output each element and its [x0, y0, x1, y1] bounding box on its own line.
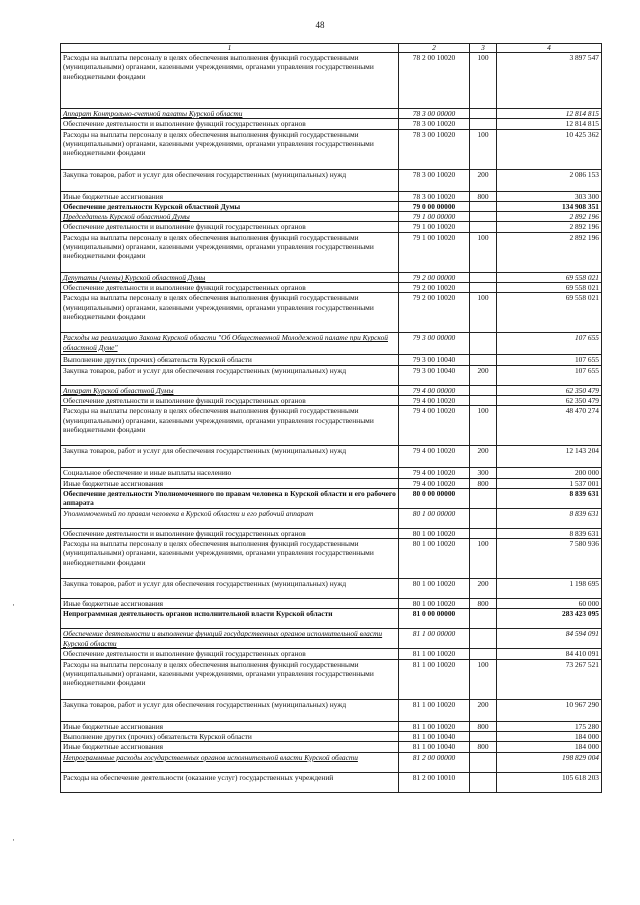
row-code-cell: 81 1 00 10020 — [399, 699, 470, 721]
table-body — [61, 53, 602, 793]
header-col-3: 3 — [470, 44, 497, 53]
row-name-cell: Закупка товаров, работ и услуг для обеспечения государственных (муниципальных) нужд — [61, 579, 399, 599]
table-row — [61, 599, 602, 609]
table-row — [61, 508, 602, 528]
table-row — [61, 659, 602, 699]
row-sum-cell: 84 594 091 — [497, 629, 602, 649]
row-code-cell: 81 1 00 10020 — [399, 649, 470, 659]
row-name-cell: Обеспечение деятельности Уполномоченного по правам человека в Курской области и его рабочего аппарата — [61, 488, 399, 508]
row-name-cell: Закупка товаров, работ и услуг для обеспечения государственных (муниципальных) нужд — [61, 446, 399, 468]
header-col-1: 1 — [61, 44, 399, 53]
row-vr-cell: 200 — [470, 579, 497, 599]
header-col-4: 4 — [497, 44, 602, 53]
row-code-cell: 78 2 00 10020 — [399, 53, 470, 109]
table-row — [61, 365, 602, 385]
row-sum-cell: 84 410 091 — [497, 649, 602, 659]
row-vr-cell — [470, 772, 497, 792]
row-code-cell: 79 4 00 00000 — [399, 385, 470, 395]
row-name-cell: Иные бюджетные ассигнования — [61, 742, 399, 752]
row-vr-cell: 100 — [470, 232, 497, 272]
row-vr-cell — [470, 109, 497, 119]
row-code-cell: 79 4 00 10020 — [399, 468, 470, 478]
row-sum-cell: 105 618 203 — [497, 772, 602, 792]
row-vr-cell — [470, 732, 497, 742]
row-vr-cell: 800 — [470, 742, 497, 752]
table-row — [61, 488, 602, 508]
row-name-cell: Расходы на выплаты персоналу в целях обеспечения выполнения функций государственными (муниципальными) органами, казенными учреждениями, органами управления государственными внебюджетными фондами — [61, 406, 399, 446]
table-row — [61, 478, 602, 488]
row-sum-cell: 73 267 521 — [497, 659, 602, 699]
row-vr-cell — [470, 508, 497, 528]
row-code-cell: 80 1 00 10020 — [399, 528, 470, 538]
row-name-cell: Непрограммные расходы государственных органов исполнительной власти Курской области — [61, 752, 399, 772]
table-row — [61, 752, 602, 772]
table-row — [61, 699, 602, 721]
row-name-cell: Аппарат Курской областной Думы — [61, 385, 399, 395]
row-sum-cell: 12 814 815 — [497, 119, 602, 129]
row-vr-cell — [470, 752, 497, 772]
row-code-cell: 81 1 00 10020 — [399, 721, 470, 731]
row-vr-cell: 100 — [470, 539, 497, 579]
row-code-cell: 81 1 00 10020 — [399, 659, 470, 699]
row-sum-cell: 107 655 — [497, 333, 602, 355]
row-sum-cell: 2 892 196 — [497, 222, 602, 232]
header-col-2: 2 — [399, 44, 470, 53]
row-sum-cell: 134 908 351 — [497, 201, 602, 211]
table-row — [61, 333, 602, 355]
table-row — [61, 222, 602, 232]
row-code-cell: 79 4 00 10020 — [399, 395, 470, 405]
row-vr-cell: 200 — [470, 446, 497, 468]
row-sum-cell: 2 086 153 — [497, 169, 602, 191]
row-code-cell: 79 3 00 00000 — [399, 333, 470, 355]
row-vr-cell — [470, 119, 497, 129]
row-code-cell: 78 3 00 10020 — [399, 191, 470, 201]
row-code-cell: 79 3 00 10040 — [399, 355, 470, 365]
table-row — [61, 649, 602, 659]
row-code-cell: 80 1 00 10020 — [399, 579, 470, 599]
row-name-cell: Расходы на обеспечение деятельности (оказание услуг) государственных учреждений — [61, 772, 399, 792]
row-vr-cell: 800 — [470, 191, 497, 201]
table-row — [61, 119, 602, 129]
row-code-cell: 79 2 00 00000 — [399, 272, 470, 282]
table-row — [61, 272, 602, 282]
row-vr-cell: 800 — [470, 721, 497, 731]
table-row — [61, 579, 602, 599]
table-row — [61, 293, 602, 333]
table-header-row — [61, 44, 602, 53]
row-sum-cell: 107 655 — [497, 355, 602, 365]
row-sum-cell: 69 558 021 — [497, 272, 602, 282]
row-code-cell: 80 1 00 10020 — [399, 599, 470, 609]
row-vr-cell: 300 — [470, 468, 497, 478]
row-sum-cell: 198 829 004 — [497, 752, 602, 772]
row-name-cell: Обеспечение деятельности и выполнение функций государственных органов — [61, 528, 399, 538]
row-vr-cell — [470, 385, 497, 395]
table-row — [61, 539, 602, 579]
row-vr-cell — [470, 333, 497, 355]
row-name-cell: Расходы на выплаты персоналу в целях обеспечения выполнения функций государственными (муниципальными) органами, казенными учреждениями, органами управления государственными внебюджетными фондами — [61, 232, 399, 272]
row-code-cell: 80 1 00 10020 — [399, 539, 470, 579]
row-code-cell: 78 3 00 00000 — [399, 109, 470, 119]
row-sum-cell: 62 350 479 — [497, 395, 602, 405]
row-code-cell: 81 0 00 00000 — [399, 609, 470, 629]
row-name-cell: Непрограммная деятельность органов исполнительной власти Курской области — [61, 609, 399, 629]
row-sum-cell: 184 000 — [497, 732, 602, 742]
row-code-cell: 80 1 00 00000 — [399, 508, 470, 528]
row-code-cell: 80 0 00 00000 — [399, 488, 470, 508]
row-sum-cell: 1 537 001 — [497, 478, 602, 488]
row-code-cell: 79 4 00 10020 — [399, 478, 470, 488]
row-code-cell: 78 3 00 10020 — [399, 129, 470, 169]
row-vr-cell: 200 — [470, 169, 497, 191]
row-vr-cell — [470, 649, 497, 659]
row-name-cell: Обеспечение деятельности и выполнение функций государственных органов — [61, 222, 399, 232]
row-name-cell: Обеспечение деятельности и выполнение функций государственных органов — [61, 649, 399, 659]
row-name-cell: Обеспечение деятельности и выполнение функций государственных органов — [61, 119, 399, 129]
table-row — [61, 742, 602, 752]
table-row — [61, 283, 602, 293]
table-row — [61, 629, 602, 649]
row-vr-cell: 200 — [470, 365, 497, 385]
row-vr-cell — [470, 629, 497, 649]
row-code-cell: 79 1 00 10020 — [399, 232, 470, 272]
row-sum-cell: 10 967 290 — [497, 699, 602, 721]
table-row — [61, 169, 602, 191]
row-sum-cell: 8 839 631 — [497, 528, 602, 538]
row-sum-cell: 200 000 — [497, 468, 602, 478]
table-row — [61, 395, 602, 405]
row-code-cell: 78 3 00 10020 — [399, 119, 470, 129]
row-name-cell: Социальное обеспечение и иные выплаты населению — [61, 468, 399, 478]
table-row — [61, 732, 602, 742]
row-name-cell: Расходы на выплаты персоналу в целях обеспечения выполнения функций государственными (муниципальными) органами, казенными учреждениями, органами управления государственными внебюджетными фондами — [61, 53, 399, 109]
row-name-cell: Уполномоченный по правам человека в Курской области и его рабочий аппарат — [61, 508, 399, 528]
row-vr-cell: 800 — [470, 599, 497, 609]
row-code-cell: 79 4 00 10020 — [399, 446, 470, 468]
row-name-cell: Закупка товаров, работ и услуг для обеспечения государственных (муниципальных) нужд — [61, 699, 399, 721]
row-code-cell: 79 0 00 00000 — [399, 201, 470, 211]
row-vr-cell — [470, 528, 497, 538]
row-code-cell: 79 1 00 10020 — [399, 222, 470, 232]
budget-table — [60, 43, 602, 793]
row-sum-cell: 303 300 — [497, 191, 602, 201]
row-sum-cell: 2 892 196 — [497, 212, 602, 222]
row-sum-cell: 48 470 274 — [497, 406, 602, 446]
table-row — [61, 109, 602, 119]
row-code-cell: 79 4 00 10020 — [399, 406, 470, 446]
table-row — [61, 721, 602, 731]
row-name-cell: Обеспечение деятельности Курской областной Думы — [61, 201, 399, 211]
table-row — [61, 232, 602, 272]
row-name-cell: Расходы на реализацию Закона Курской области "Об Общественной Молодежной палате при Курской областной Думе" — [61, 333, 399, 355]
row-vr-cell: 200 — [470, 699, 497, 721]
row-vr-cell — [470, 488, 497, 508]
row-sum-cell: 283 423 095 — [497, 609, 602, 629]
table-row — [61, 385, 602, 395]
row-vr-cell — [470, 222, 497, 232]
table-row — [61, 609, 602, 629]
row-name-cell: Председатель Курской областной Думы — [61, 212, 399, 222]
table-row — [61, 772, 602, 792]
row-sum-cell: 62 350 479 — [497, 385, 602, 395]
row-vr-cell: 100 — [470, 129, 497, 169]
row-vr-cell: 100 — [470, 293, 497, 333]
row-code-cell: 79 1 00 00000 — [399, 212, 470, 222]
row-name-cell: Расходы на выплаты персоналу в целях обеспечения выполнения функций государственными (муниципальными) органами, казенными учреждениями, органами управления государственными внебюджетными фондами — [61, 539, 399, 579]
row-vr-cell — [470, 283, 497, 293]
row-vr-cell — [470, 395, 497, 405]
row-sum-cell: 8 839 631 — [497, 508, 602, 528]
row-sum-cell: 12 143 204 — [497, 446, 602, 468]
row-name-cell: Закупка товаров, работ и услуг для обеспечения государственных (муниципальных) нужд — [61, 169, 399, 191]
table-row — [61, 201, 602, 211]
row-name-cell: Расходы на выплаты персоналу в целях обеспечения выполнения функций государственными (муниципальными) органами, казенными учреждениями, органами управления государственными внебюджетными фондами — [61, 129, 399, 169]
table-row — [61, 53, 602, 109]
table-row — [61, 528, 602, 538]
row-sum-cell: 107 655 — [497, 365, 602, 385]
row-sum-cell: 184 000 — [497, 742, 602, 752]
row-sum-cell: 1 198 695 — [497, 579, 602, 599]
row-sum-cell: 69 558 021 — [497, 293, 602, 333]
row-vr-cell: 100 — [470, 53, 497, 109]
row-vr-cell — [470, 609, 497, 629]
row-name-cell: Закупка товаров, работ и услуг для обеспечения государственных (муниципальных) нужд — [61, 365, 399, 385]
page-number: 48 — [315, 20, 325, 30]
margin-dot: · — [12, 600, 15, 610]
row-vr-cell: 800 — [470, 478, 497, 488]
row-name-cell: Иные бюджетные ассигнования — [61, 599, 399, 609]
row-vr-cell: 100 — [470, 406, 497, 446]
row-vr-cell — [470, 355, 497, 365]
row-name-cell: Иные бюджетные ассигнования — [61, 478, 399, 488]
row-name-cell: Депутаты (члены) Курской областной Думы — [61, 272, 399, 282]
row-sum-cell: 8 839 631 — [497, 488, 602, 508]
row-name-cell: Иные бюджетные ассигнования — [61, 721, 399, 731]
row-sum-cell: 3 897 547 — [497, 53, 602, 109]
row-sum-cell: 175 280 — [497, 721, 602, 731]
row-sum-cell: 7 580 936 — [497, 539, 602, 579]
table-row — [61, 129, 602, 169]
row-name-cell: Выполнение других (прочих) обязательств Курской области — [61, 355, 399, 365]
table-row — [61, 406, 602, 446]
row-vr-cell — [470, 212, 497, 222]
table-row — [61, 446, 602, 468]
row-name-cell: Обеспечение деятельности и выполнение функций государственных органов — [61, 283, 399, 293]
row-vr-cell — [470, 201, 497, 211]
row-name-cell: Расходы на выплаты персоналу в целях обеспечения выполнения функций государственными (муниципальными) органами, казенными учреждениями, органами управления государственными внебюджетными фондами — [61, 659, 399, 699]
row-code-cell: 79 2 00 10020 — [399, 283, 470, 293]
row-name-cell: Выполнение других (прочих) обязательств Курской области — [61, 732, 399, 742]
row-name-cell: Расходы на выплаты персоналу в целях обеспечения выполнения функций государственными (муниципальными) органами, казенными учреждениями, органами управления государственными внебюджетными фондами — [61, 293, 399, 333]
row-vr-cell — [470, 272, 497, 282]
row-code-cell: 78 3 00 10020 — [399, 169, 470, 191]
table-row — [61, 212, 602, 222]
row-code-cell: 81 2 00 10010 — [399, 772, 470, 792]
row-name-cell: Обеспечение деятельности и выполнение функций государственных органов исполнительной власти Курской области — [61, 629, 399, 649]
row-code-cell: 81 1 00 10040 — [399, 732, 470, 742]
row-code-cell: 81 1 00 10040 — [399, 742, 470, 752]
row-code-cell: 79 3 00 10040 — [399, 365, 470, 385]
row-sum-cell: 2 892 196 — [497, 232, 602, 272]
table-row — [61, 355, 602, 365]
row-name-cell: Иные бюджетные ассигнования — [61, 191, 399, 201]
row-name-cell: Обеспечение деятельности и выполнение функций государственных органов — [61, 395, 399, 405]
row-vr-cell: 100 — [470, 659, 497, 699]
row-code-cell: 81 2 00 00000 — [399, 752, 470, 772]
row-sum-cell: 12 814 815 — [497, 109, 602, 119]
row-sum-cell: 69 558 021 — [497, 283, 602, 293]
row-code-cell: 79 2 00 10020 — [399, 293, 470, 333]
row-sum-cell: 10 425 362 — [497, 129, 602, 169]
row-name-cell: Аппарат Контрольно-счетной палаты Курской области — [61, 109, 399, 119]
margin-dot: · — [12, 835, 15, 845]
row-code-cell: 81 1 00 00000 — [399, 629, 470, 649]
table-row — [61, 468, 602, 478]
row-sum-cell: 60 000 — [497, 599, 602, 609]
table-row — [61, 191, 602, 201]
